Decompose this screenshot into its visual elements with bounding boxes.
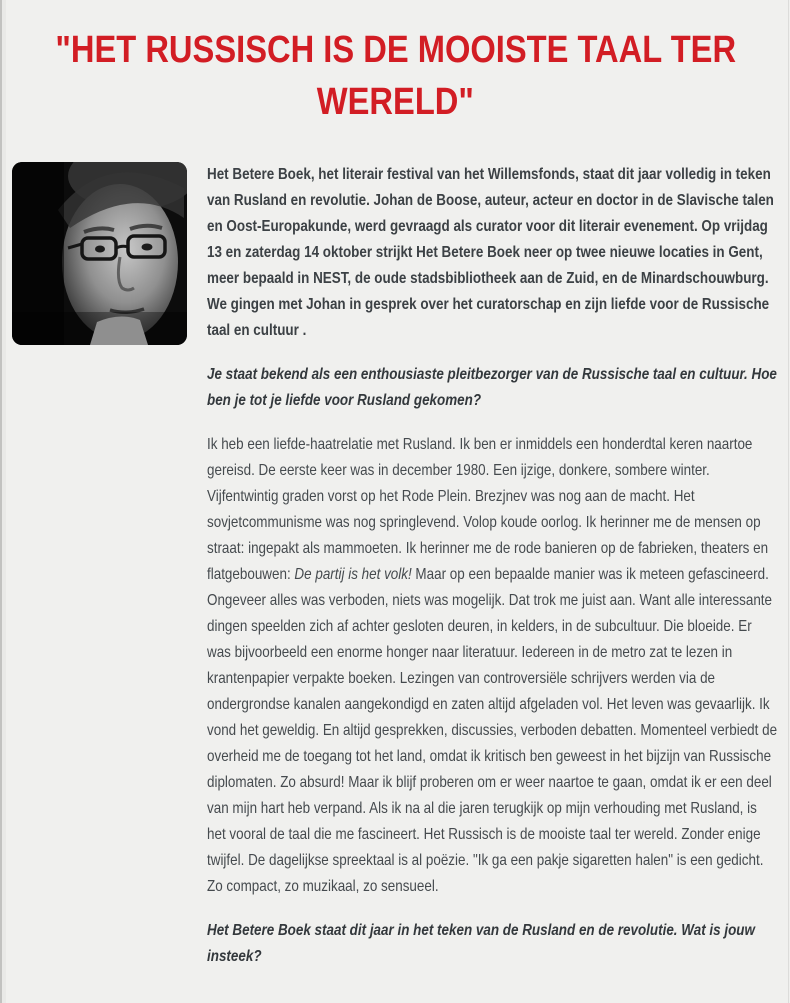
page-title (0, 0, 790, 128)
interview-question-1: Je staat bekend als een enthousiaste pleitbezorger van de Russische taal en cultuur. Hoe ben je tot je liefde voor Rusland gekomen? (207, 366, 777, 409)
answer-text-part-2: Maar op een bepaalde manier was ik meteen gefascineerd. Ongeveer alles was verboden, niets was mogelijk. Dat trok me juist aan. Want alle interessante dingen speelden zich af achter gesloten deuren, in kelders, in de subcultuur. Die bloeide. Er was bijvoorbeeld een enorme honger naar literatuur. Iedereen in de metro zat te lezen in krantenpapier verpakte boeken. Lezingen van controversiële schrijvers werden via de ondergrondse kanalen aangekondigd en zaten altijd afgeladen vol. Het leven was gevaarlijk. Ik vond het geweldig. En altijd gesprekken, discussies, verboden debatten. Momenteel verbiedt de overheid me de toegang tot het land, omdat ik kritisch ben geweest in het bijzijn van Russische diplomaten. Zo absurd! Maar ik blijf proberen om er weer naartoe te gaan, omdat ik er een deel van mijn hart heb verpand. Als ik na al die jaren terugkijk op mijn verhouding met Rusland, is het vooral de taal die me fascineert. Het Russisch is de mooiste taal ter wereld. Zonder enige twijfel. De dagelijkse spreektaal is al poëzie. "Ik ga een pakje sigaretten halen" is een gedicht. Zo compact, zo muzikaal, zo sensueel. (207, 566, 778, 895)
answer-paragraph-1 (207, 432, 777, 900)
page-title-line-2: WERELD" (316, 81, 474, 123)
portrait-photo-illustration (12, 162, 187, 345)
answer-text-part-1: Ik heb een liefde-haatrelatie met Rusland. Ik ben er inmiddels een honderdtal keren naartoe gereisd. De eerste keer was in december 1980. Een ijzige, donkere, sombere winter. Vijfentwintig graden vorst op het Rode Plein. Brezjnev was nog aan de macht. Het sovjetcommunisme was nog springlevend. Volop koude oorlog. Ik herinner me de mensen op straat: ingepakt als mammoeten. Ik herinner me de rode banieren op de fabrieken, theaters en flatgebouwen: (207, 436, 769, 583)
answer-text-italic-quote: De partij is het volk! (294, 566, 412, 583)
article-body (0, 162, 790, 970)
interview-question-2: Het Betere Boek staat dit jaar in het teken van de Rusland en de revolutie. Wat is jouw insteek? (207, 922, 755, 965)
portrait-photo (12, 162, 187, 345)
intro-paragraph: Het Betere Boek, het literair festival van het Willemsfonds, staat dit jaar volledig in teken van Rusland en revolutie. Johan de Boose, auteur, acteur en doctor in de Slavische talen en Oost-Europakunde, werd gevraagd als curator voor dit literair evenement. Op vrijdag 13 en zaterdag 14 oktober strijkt Het Betere Boek neer op twee nieuwe locaties in Gent, meer bepaald in NEST, de oude stadsbibliotheek aan de Zuid, en de Minardschouwburg. We gingen met Johan in gesprek over het curatorschap en zijn liefde voor de Russische taal en cultuur . (207, 166, 774, 339)
page-title-line-1: "HET RUSSISCH IS DE MOOISTE TAAL TER (55, 29, 737, 71)
